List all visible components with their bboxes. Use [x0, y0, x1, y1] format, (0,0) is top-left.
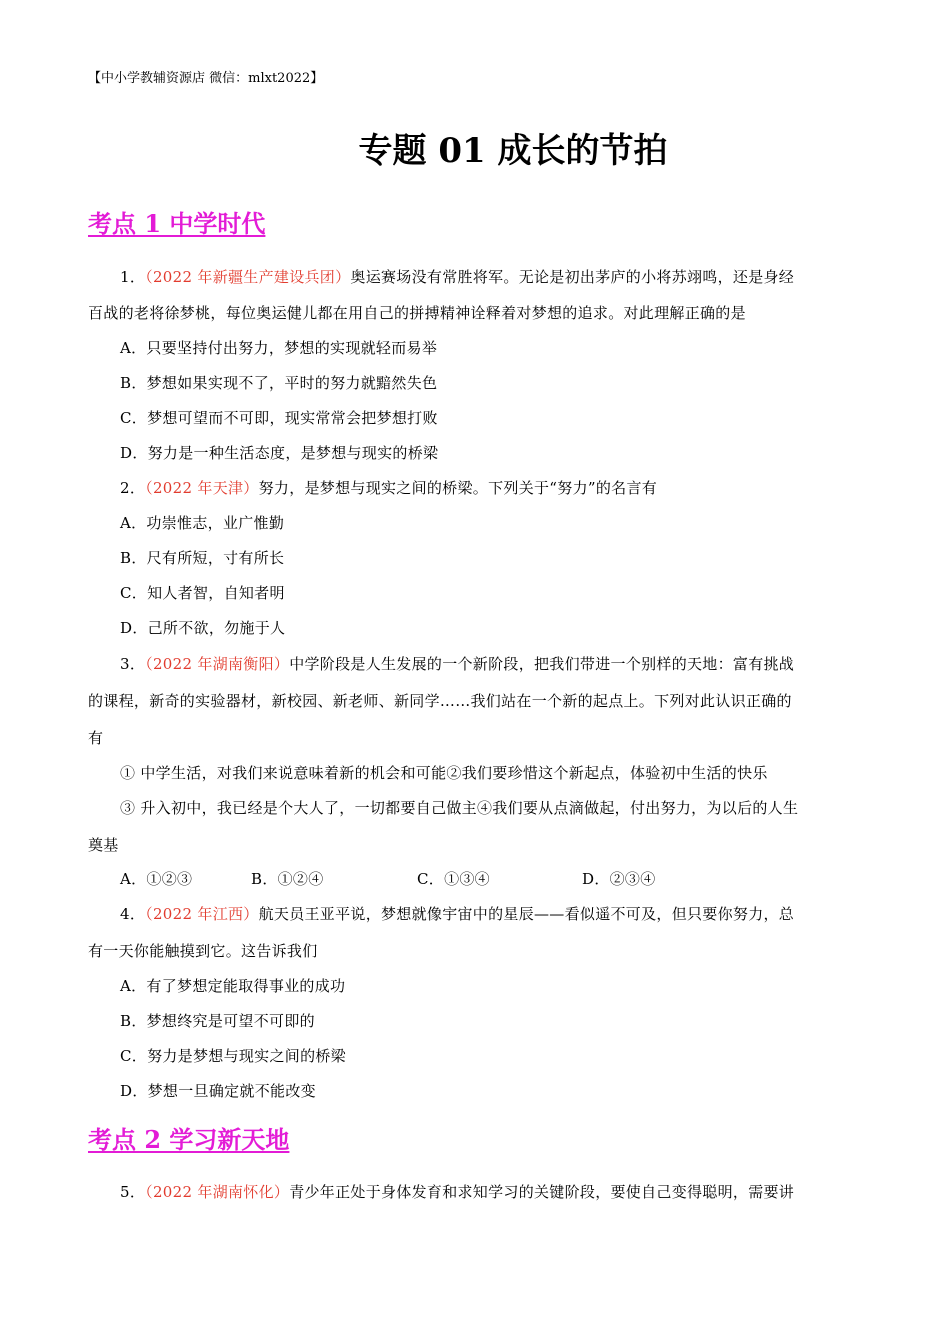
question-2-option-b: B．尺有所短，寸有所长: [120, 549, 285, 567]
question-4-option-b: B．梦想终究是可望不可即的: [120, 1012, 315, 1030]
question-1-option-b: B．梦想如果实现不了，平时的努力就黯然失色: [120, 374, 438, 392]
question-3-statements-line-3: 奠基: [88, 836, 119, 854]
section-heading-1: 考点 1 中学时代: [88, 209, 266, 238]
question-text: 青少年正处于身体发育和求知学习的关键阶段，要使自己变得聪明，需要讲: [289, 1183, 795, 1201]
question-source: （2022 年江西）: [145, 905, 259, 923]
question-1-option-a: A．只要坚持付出努力，梦想的实现就轻而易举: [120, 339, 438, 357]
question-number: 3．: [120, 655, 146, 673]
question-2-option-c: C．知人者智，自知者明: [120, 584, 285, 602]
question-number: 4．: [120, 905, 146, 923]
question-3-stem: [120, 654, 794, 674]
question-number: 2．: [120, 479, 146, 497]
question-source: （2022 年湖南怀化）: [145, 1183, 290, 1201]
question-number: 5．: [120, 1183, 146, 1201]
question-3-option-d: D．②③④: [582, 870, 656, 888]
question-1-stem-line-2: 百战的老将徐梦桃，每位奥运健儿都在用自己的拼搏精神诠释着对梦想的追求。对此理解正确的是: [88, 304, 746, 322]
question-1-option-c: C．梦想可望而不可即，现实常常会把梦想打败: [120, 409, 438, 427]
question-4-option-d: D．梦想一旦确定就不能改变: [120, 1082, 316, 1100]
question-text: 航天员王亚平说，梦想就像宇宙中的星辰——看似遥不可及，但只要你努力，总: [258, 905, 795, 923]
question-3-stem-line-3: 有: [88, 729, 104, 747]
question-3-option-c: C．①③④: [417, 870, 490, 888]
question-5-stem: [120, 1182, 794, 1202]
page-title: 专题 01 成长的节拍: [358, 131, 668, 171]
question-4-stem: [120, 904, 794, 924]
question-text: 努力，是梦想与现实之间的桥梁。下列关于“努力”的名言有: [258, 479, 658, 497]
header-note: 【中小学教辅资源店 微信：mlxt2022】: [88, 71, 324, 86]
question-3-statements-line-1: ① 中学生活，对我们来说意味着新的机会和可能②我们要珍惜这个新起点，体验初中生活的快乐: [120, 764, 768, 782]
question-1-option-d: D．努力是一种生活态度，是梦想与现实的桥梁: [120, 444, 439, 462]
question-source: （2022 年湖南衡阳）: [145, 655, 290, 673]
question-2-stem: [120, 478, 657, 498]
question-3-statements-line-2: ③ 升入初中，我已经是个大人了，一切都要自己做主④我们要从点滴做起，付出努力，为以后的人生: [120, 799, 799, 817]
section-heading-2: 考点 2 学习新天地: [88, 1125, 290, 1154]
question-3-stem-line-2: 的课程，新奇的实验器材，新校园、新老师、新同学……我们站在一个新的起点上。下列对此认识正确的: [88, 692, 792, 710]
question-4-option-c: C．努力是梦想与现实之间的桥梁: [120, 1047, 346, 1065]
question-1-stem: [120, 267, 794, 287]
question-3-options: [120, 869, 656, 889]
question-2-option-d: D．己所不欲，勿施于人: [120, 619, 286, 637]
question-text: 奥运赛场没有常胜将军。无论是初出茅庐的小将苏翊鸣，还是身经: [350, 268, 795, 286]
question-3-option-b: B．①②④: [251, 870, 324, 888]
question-2-option-a: A．功崇惟志，业广惟勤: [120, 514, 285, 532]
question-4-option-a: A．有了梦想定能取得事业的成功: [120, 977, 346, 995]
question-source: （2022 年天津）: [145, 479, 259, 497]
question-4-stem-line-2: 有一天你能触摸到它。这告诉我们: [88, 942, 318, 960]
question-text: 中学阶段是人生发展的一个新阶段，把我们带进一个别样的天地：富有挑战: [289, 655, 795, 673]
question-3-option-a: A．①②③: [120, 870, 193, 888]
question-source: （2022 年新疆生产建设兵团）: [145, 268, 351, 286]
question-number: 1．: [120, 268, 146, 286]
